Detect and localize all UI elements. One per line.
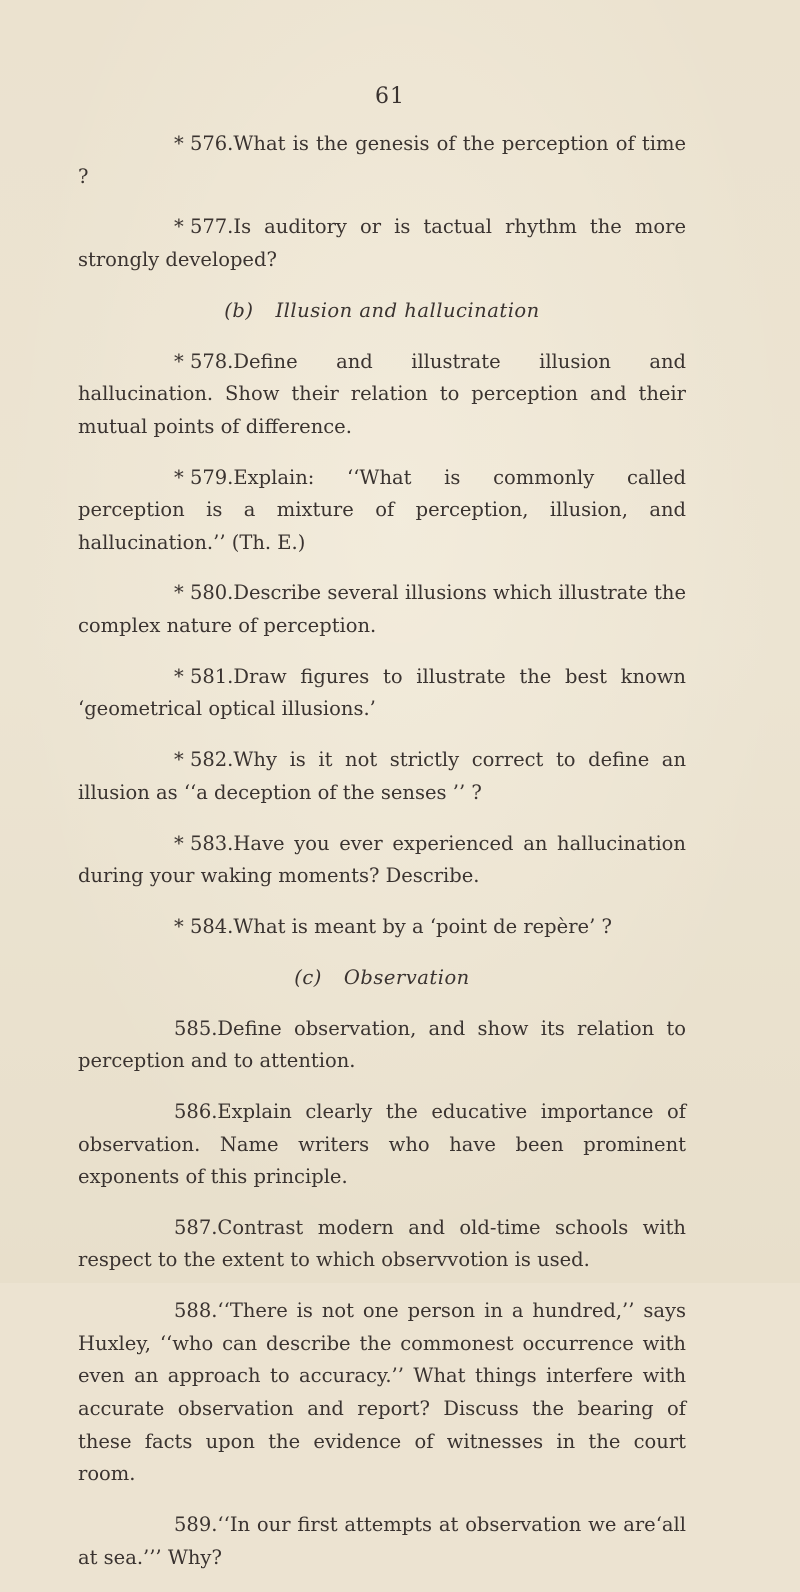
question-text: Define observation, and show its relation to perception and to attention. xyxy=(78,1016,686,1073)
question-579 xyxy=(78,462,686,560)
question-589 xyxy=(78,1509,686,1574)
question-number: * 583. xyxy=(174,831,234,855)
question-number: 589. xyxy=(174,1513,218,1536)
page-number: 61 xyxy=(375,84,405,109)
question-number: * 577. xyxy=(174,215,234,239)
question-587 xyxy=(78,1212,686,1277)
question-584 xyxy=(78,911,686,944)
question-number: 586. xyxy=(174,1099,218,1123)
section-label: (c) xyxy=(294,965,322,989)
question-text: Describe several illusions which illustrate the complex nature of perception. xyxy=(78,581,686,638)
question-number: 585. xyxy=(174,1016,218,1040)
question-577 xyxy=(78,211,686,276)
question-number: * 576. xyxy=(174,132,234,155)
section-heading-c xyxy=(78,962,686,995)
question-576 xyxy=(78,128,686,193)
question-text: Explain: ‘‘What is commonly called perception is a mixture of perception, illusion, and hallucination.’’ (Th. E.) xyxy=(78,465,686,554)
question-583 xyxy=(78,828,686,893)
question-number: * 582. xyxy=(174,748,234,772)
question-578 xyxy=(78,346,686,444)
question-number: * 580. xyxy=(174,581,234,605)
question-number: 588. xyxy=(174,1299,218,1323)
question-582 xyxy=(78,744,686,809)
question-text: Why is it not strictly correct to define an illusion as ‘‘a deception of the senses ’’ ? xyxy=(78,748,686,804)
section-title: Observation xyxy=(343,965,470,989)
question-text: ‘‘In our first attempts at observation we are‘all at sea.’’’ Why? xyxy=(78,1513,686,1569)
question-586 xyxy=(78,1096,686,1194)
question-585 xyxy=(78,1013,686,1078)
question-text: Explain clearly the educative importance of observation. Name writers who have been prominent exponents of this principle. xyxy=(78,1099,686,1189)
question-581 xyxy=(78,661,686,726)
question-number: * 578. xyxy=(174,349,234,373)
question-text: Draw figures to illustrate the best known ‘geometrical optical illusions.’ xyxy=(78,664,686,721)
question-number: 587. xyxy=(174,1215,218,1239)
question-text: Is auditory or is tactual rhythm the more strongly developed? xyxy=(78,215,686,271)
question-text: Have you ever experienced an hallucination during your waking moments? Describe. xyxy=(78,831,686,888)
question-588 xyxy=(78,1295,686,1491)
question-number: * 581. xyxy=(174,664,234,688)
question-text: What is the genesis of the perception of time ? xyxy=(78,132,686,188)
question-text: Define and illustrate illusion and hallucination. Show their relation to perception and their mutual points of difference. xyxy=(78,349,686,438)
question-number: * 579. xyxy=(174,465,234,489)
question-580 xyxy=(78,577,686,642)
question-text: What is meant by a ‘point de repère’ ? xyxy=(233,914,612,938)
question-text: ‘‘There is not one person in a hundred,’’ says Huxley, ‘‘who can describe the commonest occurrence with even an approach to accuracy.’’ What things interfere with accurate observation and report? Discuss the bearing of these facts upon the evidence of witnesses in the court room. xyxy=(78,1299,686,1486)
question-text: Contrast modern and old-time schools with respect to the extent to which observvotion is used. xyxy=(78,1215,686,1272)
page-content xyxy=(78,128,686,1592)
section-title: Illusion and hallucination xyxy=(275,298,540,322)
section-heading-b xyxy=(78,295,686,328)
question-number: * 584. xyxy=(174,914,234,938)
section-label: (b) xyxy=(224,298,254,322)
